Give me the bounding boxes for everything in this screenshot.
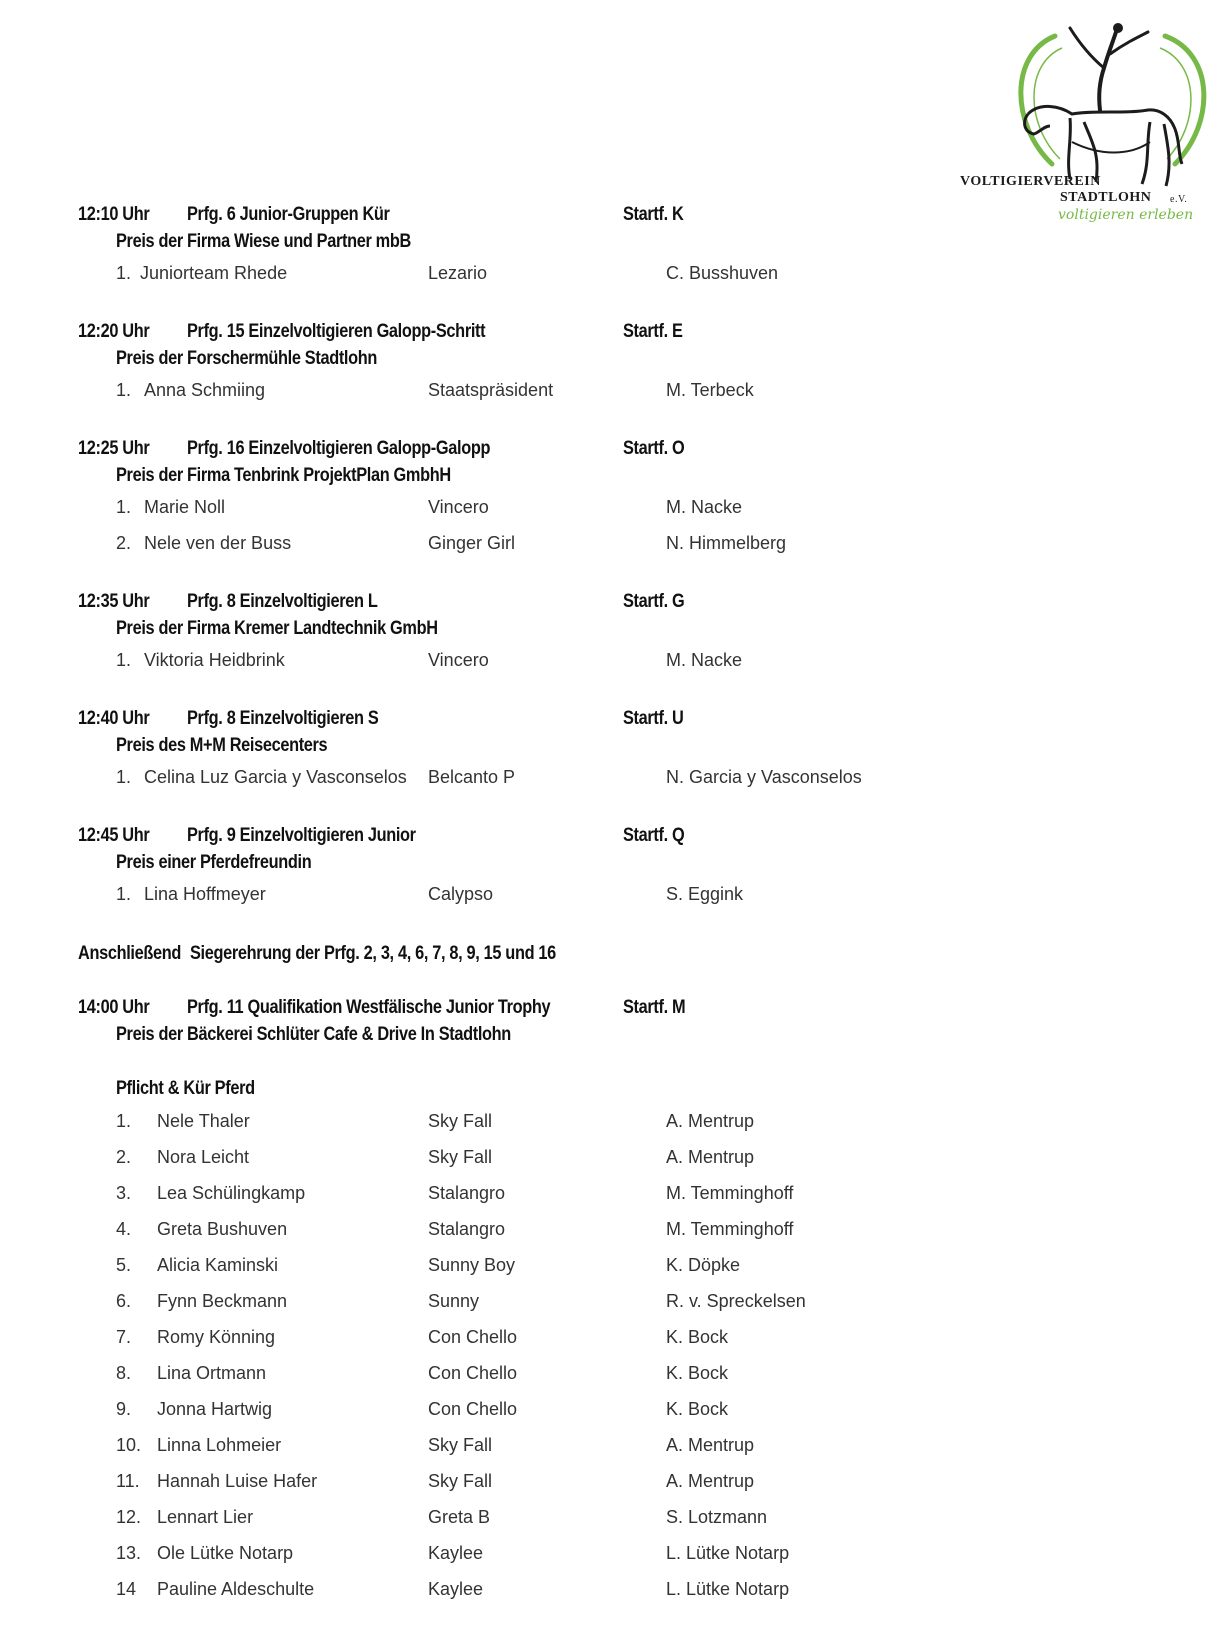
entry-no: 1. (116, 884, 132, 904)
entry-no: 8. (116, 1363, 132, 1383)
event-startf: Startf. O (623, 438, 685, 459)
entry-horse: Con Chello (428, 1399, 518, 1419)
qualification-time: 14:00 Uhr (78, 997, 150, 1018)
entry-no: 13. (116, 1543, 142, 1563)
entry-no: 1. (116, 263, 132, 283)
entry-lunger: M. Temminghoff (666, 1219, 794, 1239)
entry-horse: Lezario (428, 263, 488, 283)
entry-lunger: M. Nacke (666, 497, 743, 517)
event-time: 12:10 Uhr (78, 204, 150, 225)
entry-lunger: K. Döpke (666, 1255, 741, 1275)
entry-horse: Con Chello (428, 1363, 518, 1383)
entry-name: Fynn Beckmann (157, 1291, 288, 1311)
entry-name: Lennart Lier (157, 1507, 254, 1527)
entry-no: 2. (116, 1147, 132, 1167)
entry-name: Marie Noll (144, 497, 226, 517)
entry-horse: Stalangro (428, 1183, 506, 1203)
entry-name: Alicia Kaminski (157, 1255, 279, 1275)
entry-name: Nele Thaler (157, 1111, 250, 1131)
entry-lunger: S. Eggink (666, 884, 744, 904)
entry-lunger: N. Garcia y Vasconselos (666, 767, 862, 787)
entry-horse: Stalangro (428, 1219, 506, 1239)
entry-no: 1. (116, 1111, 132, 1131)
entry-lunger: K. Bock (666, 1327, 729, 1347)
entry-name: Pauline Aldeschulte (157, 1579, 315, 1599)
entry-no: 14 (116, 1579, 137, 1599)
event-sponsor: Preis einer Pferdefreundin (116, 852, 312, 873)
event-title: Prfg. 9 Einzelvoltigieren Junior (187, 825, 416, 846)
entry-lunger: S. Lotzmann (666, 1507, 768, 1527)
entry-lunger: A. Mentrup (666, 1471, 755, 1491)
entry-horse: Sky Fall (428, 1147, 493, 1167)
entry-horse: Kaylee (428, 1579, 484, 1599)
entry-name: Jonna Hartwig (157, 1399, 273, 1419)
logo-suffix: e.V. (1170, 194, 1188, 205)
event-startf: Startf. Q (623, 825, 685, 846)
qualification-subheading: Pflicht & Kür Pferd (116, 1078, 255, 1099)
entry-no: 10. (116, 1435, 142, 1455)
entry-horse: Sky Fall (428, 1471, 493, 1491)
entry-lunger: K. Bock (666, 1399, 729, 1419)
entry-lunger: C. Busshuven (666, 263, 779, 283)
event-sponsor: Preis der Forschermühle Stadtlohn (116, 348, 378, 369)
event-title: Prfg. 15 Einzelvoltigieren Galopp-Schritt (187, 321, 486, 342)
entry-lunger: A. Mentrup (666, 1147, 755, 1167)
event-startf: Startf. G (623, 591, 685, 612)
entry-lunger: L. Lütke Notarp (666, 1543, 790, 1563)
entry-name: Anna Schmiing (144, 380, 266, 400)
event-startf: Startf. E (623, 321, 683, 342)
entry-lunger: A. Mentrup (666, 1111, 755, 1131)
entry-horse: Belcanto P (428, 767, 516, 787)
ceremony-text: Siegerehrung der Prfg. 2, 3, 4, 6, 7, 8, 9, 15 und 16 (190, 943, 556, 964)
entry-horse: Greta B (428, 1507, 491, 1527)
entry-no: 4. (116, 1219, 132, 1239)
entry-name: Lina Ortmann (157, 1363, 267, 1383)
entry-lunger: M. Temminghoff (666, 1183, 794, 1203)
entry-horse: Sunny Boy (428, 1255, 516, 1275)
entry-no: 12. (116, 1507, 142, 1527)
entry-no: 7. (116, 1327, 132, 1347)
entry-lunger: M. Terbeck (666, 380, 754, 400)
logo-tagline: voltigieren erleben (1058, 207, 1194, 223)
event-time: 12:20 Uhr (78, 321, 150, 342)
event-sponsor: Preis der Firma Tenbrink ProjektPlan GmbhH (116, 465, 451, 486)
club-logo (960, 14, 1210, 244)
entry-name: Lina Hoffmeyer (144, 884, 266, 904)
event-sponsor: Preis der Firma Wiese und Partner mbB (116, 231, 411, 252)
entry-name: Linna Lohmeier (157, 1435, 282, 1455)
event-time: 12:35 Uhr (78, 591, 150, 612)
qualification-startf: Startf. M (623, 997, 686, 1018)
entry-name: Celina Luz Garcia y Vasconselos (144, 767, 407, 787)
entry-no: 1. (116, 650, 132, 670)
entry-lunger: N. Himmelberg (666, 533, 787, 553)
entry-horse: Vincero (428, 497, 489, 517)
event-title: Prfg. 8 Einzelvoltigieren L (187, 591, 378, 612)
event-title: Prfg. 6 Junior-Gruppen Kür (187, 204, 390, 225)
entry-name: Hannah Luise Hafer (157, 1471, 318, 1491)
ceremony-label: Anschließend (78, 943, 182, 964)
entry-no: 1. (116, 767, 132, 787)
event-startf: Startf. K (623, 204, 684, 225)
entry-horse: Con Chello (428, 1327, 518, 1347)
event-time: 12:45 Uhr (78, 825, 150, 846)
entry-lunger: A. Mentrup (666, 1435, 755, 1455)
entry-name: Greta Bushuven (157, 1219, 288, 1239)
event-startf: Startf. U (623, 708, 684, 729)
entry-no: 9. (116, 1399, 132, 1419)
event-time: 12:25 Uhr (78, 438, 150, 459)
entry-horse: Staatspräsident (428, 380, 554, 400)
entry-no: 1. (116, 380, 132, 400)
event-title: Prfg. 8 Einzelvoltigieren S (187, 708, 379, 729)
event-time: 12:40 Uhr (78, 708, 150, 729)
logo-name-line1: VOLTIGIERVEREIN (960, 174, 1101, 189)
entry-lunger: R. v. Spreckelsen (666, 1291, 806, 1311)
entry-horse: Calypso (428, 884, 494, 904)
entry-horse: Sky Fall (428, 1435, 493, 1455)
entry-lunger: L. Lütke Notarp (666, 1579, 790, 1599)
entry-no: 11. (116, 1471, 140, 1491)
entry-no: 3. (116, 1183, 132, 1203)
entry-lunger: K. Bock (666, 1363, 729, 1383)
entry-name: Ole Lütke Notarp (157, 1543, 294, 1563)
event-sponsor: Preis der Firma Kremer Landtechnik GmbH (116, 618, 438, 639)
entry-name: Juniorteam Rhede (140, 263, 288, 283)
entry-no: 5. (116, 1255, 132, 1275)
entry-name: Lea Schülingkamp (157, 1183, 306, 1203)
entry-horse: Vincero (428, 650, 489, 670)
entry-horse: Sunny (428, 1291, 480, 1311)
logo-name-line2: STADTLOHN (1060, 190, 1152, 205)
entry-name: Romy Könning (157, 1327, 276, 1347)
event-title: Prfg. 16 Einzelvoltigieren Galopp-Galopp (187, 438, 491, 459)
entry-horse: Sky Fall (428, 1111, 493, 1131)
entry-name: Nele ven der Buss (144, 533, 292, 553)
entry-no: 6. (116, 1291, 132, 1311)
qualification-sponsor: Preis der Bäckerei Schlüter Cafe & Drive In Stadtlohn (116, 1024, 511, 1045)
entry-no: 1. (116, 497, 132, 517)
event-sponsor: Preis des M+M Reisecenters (116, 735, 328, 756)
entry-name: Viktoria Heidbrink (144, 650, 285, 670)
qualification-title: Prfg. 11 Qualifikation Westfälische Junior Trophy (187, 997, 551, 1018)
entry-horse: Kaylee (428, 1543, 484, 1563)
entry-name: Nora Leicht (157, 1147, 250, 1167)
entry-no: 2. (116, 533, 132, 553)
entry-lunger: M. Nacke (666, 650, 743, 670)
entry-horse: Ginger Girl (428, 533, 516, 553)
